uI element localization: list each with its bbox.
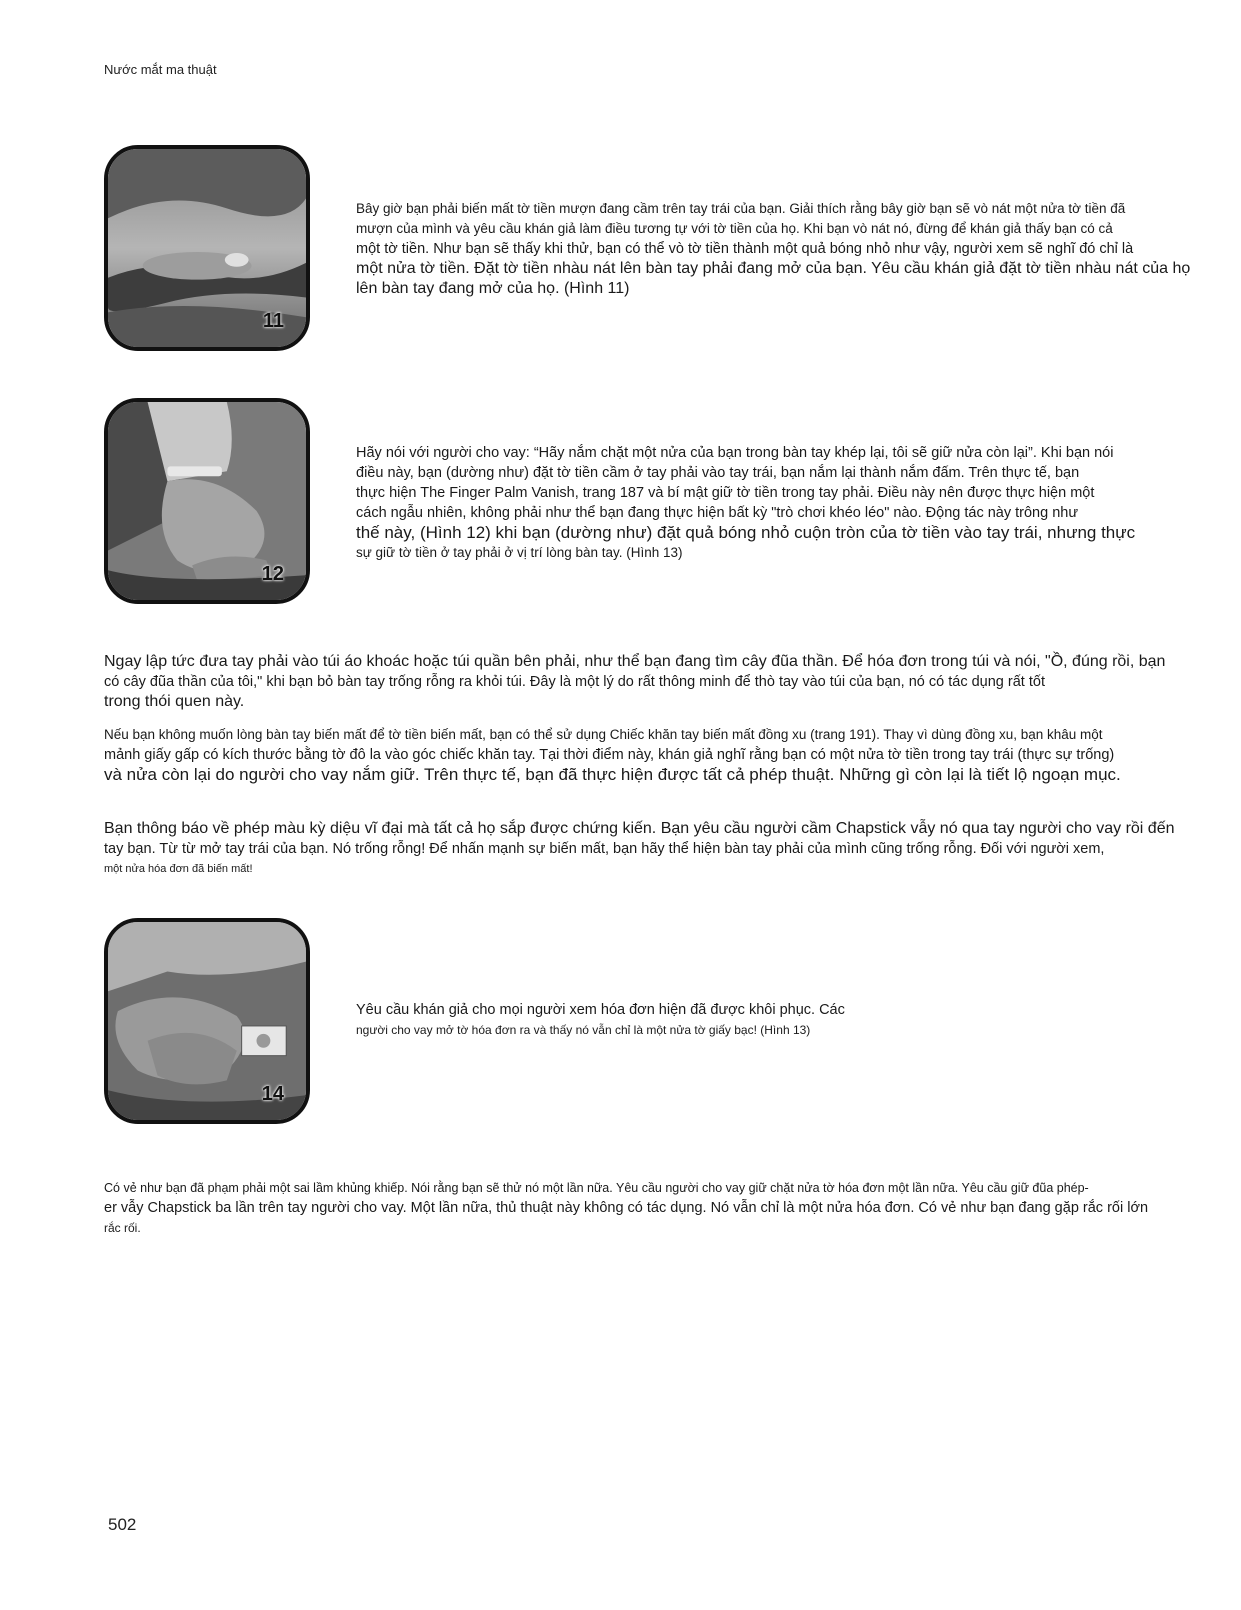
paragraph-5 xyxy=(104,819,1174,879)
paragraph-2-line: Hãy nói với người cho vay: “Hãy nắm chặt một nửa của bạn trong bàn tay khép lại, tôi sẽ giữ nửa còn lại”. Khi bạn nói xyxy=(356,445,1114,461)
paragraph-2-line: sự giữ tờ tiền ở tay phải ở vị trí lòng bàn tay. (Hình 13) xyxy=(356,545,683,560)
paragraph-4-line: Nếu bạn không muốn lòng bàn tay biến mất để tờ tiền biến mất, bạn có thể sử dụng Chiếc khăn tay biến mất đồng xu (trang 191). Thay vì dùng đồng xu, bạn khâu một xyxy=(104,727,1103,742)
figure-14-photo xyxy=(104,918,310,1124)
paragraph-1-line: lên bàn tay đang mở của họ. (Hình 11) xyxy=(356,280,630,297)
figure-12-photo xyxy=(104,398,310,604)
paragraph-1-line: một nửa tờ tiền. Đặt tờ tiền nhàu nát lên bàn tay phải đang mở của bạn. Yêu cầu khán giả đặt tờ tiền nhàu nát của họ xyxy=(356,260,1191,277)
paragraph-5-line: một nửa hóa đơn đã biến mất! xyxy=(104,863,253,875)
paragraph-7-line: Có vẻ như bạn đã phạm phải một sai lầm khủng khiếp. Nói rằng bạn sẽ thử nó một lần nữa. Yêu cầu người cho vay giữ chặt nửa tờ hóa đơn một lần nữa. Yêu cầu giữ đũa phép- xyxy=(104,1181,1089,1195)
paragraph-5-line: Bạn thông báo về phép màu kỳ diệu vĩ đại mà tất cả họ sắp được chứng kiến. Bạn yêu cầu người cầm Chapstick vẫy nó qua tay người cho vay rồi đến xyxy=(104,820,1175,837)
paragraph-2-line: cách ngẫu nhiên, không phải như thể bạn đang thực hiện bất kỳ "trò chơi khéo léo" nào. Động tác này trông như xyxy=(356,505,1079,521)
paragraph-3 xyxy=(104,652,1165,712)
figure-number: 12 xyxy=(261,563,284,585)
paragraph-2-line: điều này, bạn (dường như) đặt tờ tiền cầm ở tay phải vào tay trái, bạn nắm lại thành nắm đấm. Trên thực tế, bạn xyxy=(356,465,1080,481)
paragraph-7 xyxy=(104,1178,1148,1238)
paragraph-4-line: mảnh giấy gấp có kích thước bằng tờ đô la vào góc chiếc khăn tay. Tại thời điểm này, khán giả nghĩ rằng bạn có một nửa tờ tiền trong tay trái (thực sự trống) xyxy=(104,747,1115,763)
paragraph-3-line: trong thói quen này. xyxy=(104,693,245,710)
figure-number: 11 xyxy=(262,310,284,332)
paragraph-6-line: người cho vay mở tờ hóa đơn ra và thấy nó vẫn chỉ là một nửa tờ giấy bạc! (Hình 13) xyxy=(356,1023,811,1037)
paragraph-7-line: rắc rối. xyxy=(104,1221,141,1235)
paragraph-6-line: Yêu cầu khán giả cho mọi người xem hóa đơn hiện đã được khôi phục. Các xyxy=(356,1002,845,1018)
paragraph-5-line: tay bạn. Từ từ mở tay trái của bạn. Nó trống rỗng! Để nhấn mạnh sự biến mất, bạn hãy thể hiện bàn tay phải của mình cũng trống rỗng. Đối với người xem, xyxy=(104,841,1105,857)
paragraph-3-line: có cây đũa thần của tôi," khi bạn bỏ bàn tay trống rỗng ra khỏi túi. Đây là một lý do rất thông minh để thò tay vào túi của bạn, nó có tác dụng rất tốt xyxy=(104,674,1045,690)
paragraph-6 xyxy=(356,1000,845,1040)
paragraph-2-line: thế này, (Hình 12) khi bạn (dường như) đặt quả bóng nhỏ cuộn tròn của tờ tiền vào tay trái, nhưng thực xyxy=(356,523,1136,542)
paragraph-2-line: thực hiện The Finger Palm Vanish, trang 187 và bí mật giữ tờ tiền trong tay phải. Điều này nên được thực hiện một xyxy=(356,485,1095,501)
paragraph-1 xyxy=(356,199,1190,299)
paragraph-2 xyxy=(356,443,1135,563)
paragraph-4 xyxy=(104,725,1121,785)
paragraph-1-line: một tờ tiền. Như bạn sẽ thấy khi thử, bạn có thể vò tờ tiền thành một quả bóng nhỏ như vậy, người xem sẽ nghĩ đó chỉ là xyxy=(356,241,1134,257)
paragraph-1-line: Bây giờ bạn phải biến mất tờ tiền mượn đang cầm trên tay trái của bạn. Giải thích rằng bây giờ bạn sẽ vò nát một nửa tờ tiền đã xyxy=(356,201,1126,216)
paragraph-3-line: Ngay lập tức đưa tay phải vào túi áo khoác hoặc túi quần bên phải, như thể bạn đang tìm cây đũa thần. Để hóa đơn trong túi và nói, "Ồ, đúng rồi, bạn xyxy=(104,653,1166,670)
running-header: Nước mắt ma thuật xyxy=(104,62,217,77)
paragraph-7-line: er vẫy Chapstick ba lần trên tay người cho vay. Một lần nữa, thủ thuật này không có tác dụng. Nó vẫn chỉ là một nửa hóa đơn. Có vẻ như bạn đang gặp rắc rối lớn xyxy=(104,1200,1149,1216)
figure-number: 14 xyxy=(261,1083,284,1105)
paragraph-4-line: và nửa còn lại do người cho vay nắm giữ. Trên thực tế, bạn đã thực hiện được tất cả phép thuật. Những gì còn lại là tiết lộ ngoạn mục. xyxy=(104,765,1121,784)
figure-11-photo xyxy=(104,145,310,351)
paragraph-1-line: mượn của mình và yêu cầu khán giả làm điều tương tự với tờ tiền của họ. Khi bạn vò nát nó, đừng để khán giả thấy bạn có cả xyxy=(356,221,1113,236)
page-number: 502 xyxy=(108,1515,137,1534)
